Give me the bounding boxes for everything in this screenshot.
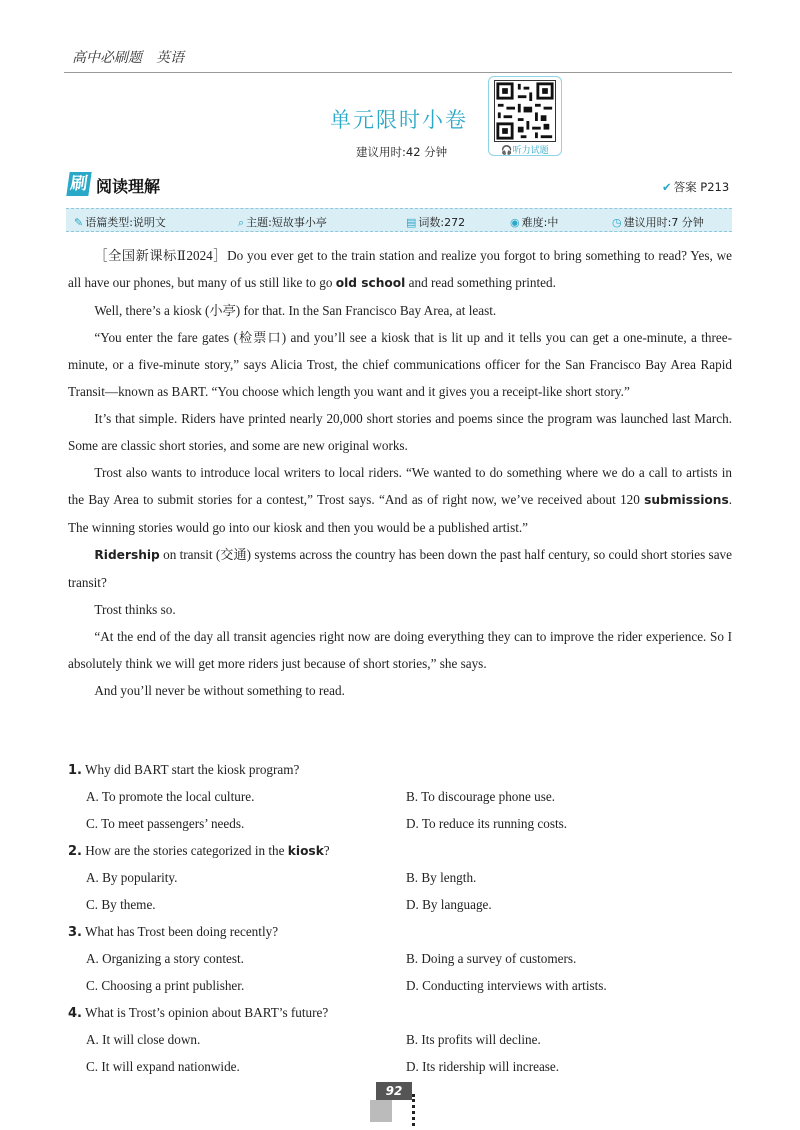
answer-reference: ✔ 答案 P213 [662, 180, 730, 194]
option-b[interactable]: B. Its profits will decline. [406, 1032, 541, 1047]
passage-paragraph-4: It’s that simple. Riders have printed nearly 20,000 short stories and poems since the program was launched last March. Some are classic short stories, and some are new original works. [68, 411, 732, 453]
clock-icon: ◷ [612, 216, 622, 229]
bold-phrase-old-school: old school [335, 276, 406, 290]
passage-paragraph-8: “At the end of the day all transit agencies right now are doing everything they can to improve the rider experience. So I absolutely think we will get more riders just because of short stories,” she says. [68, 629, 732, 671]
header-divider [64, 72, 732, 73]
option-a[interactable]: A. By popularity. [86, 870, 178, 885]
info-genre: ✎ 语篇类型:说明文 [74, 216, 166, 229]
page-number: 92 [376, 1082, 412, 1100]
qr-caption: 🎧听力试题 [501, 146, 549, 156]
info-bar [66, 208, 732, 232]
info-time: ◷ 建议用时:7 分钟 [612, 216, 704, 229]
question-list [68, 756, 732, 1080]
passage-paragraph-3: “You enter the fare gates (检票口) and you’ll see a kiosk that is lit up and it tells you can get a one-minute, a three-minute, or a five-minute story,” says Alicia Trost, the chief communications officer for the San Francisco Bay Area Rapid Transit—known as BART. “You choose which length you want and it gives you a receipt-like short story.” [68, 330, 732, 399]
section-mark: 刷 [66, 172, 91, 196]
option-d[interactable]: D. By language. [406, 897, 492, 912]
option-b[interactable]: B. By length. [406, 870, 477, 885]
headphone-icon: 🎧 [501, 146, 513, 156]
question-stem: 1. Why did BART start the kiosk program? [68, 762, 300, 778]
question-stem: 2. How are the stories categorized in the kiosk? [68, 843, 330, 859]
option-c[interactable]: C. It will expand nationwide. [86, 1059, 240, 1074]
option-d[interactable]: D. To reduce its running costs. [406, 816, 568, 831]
reading-passage [68, 242, 732, 704]
passage-paragraph-1: ［全国新课标Ⅱ2024］Do you ever get to the train station and realize you forgot to bring something to read? Yes, we all have our phones, but many of us still like to go old school and read something printed. [68, 248, 732, 290]
info-difficulty: ◉ 难度:中 [510, 216, 559, 229]
section-title: 阅读理解 [96, 177, 161, 196]
genre-icon: ✎ [74, 216, 84, 229]
page-number-shade [370, 1100, 392, 1122]
option-d[interactable]: D. Its ridership will increase. [406, 1059, 560, 1074]
passage-paragraph-6: Ridership on transit (交通) systems across the country has been down the past half century, so could short stories save transit? [68, 547, 732, 590]
passage-paragraph-5: Trost also wants to introduce local writers to local riders. “We wanted to do something where we do a call to artists in the Bay Area to submit stories for a contest,” Trost says. “And as of right now, we’ve received about 120 submissions. The winning stories would go into our kiosk and then you would be a published artist.” [68, 465, 732, 535]
info-theme: ⌕ 主题:短故事小亭 [238, 216, 327, 229]
book-header-label: 高中必刷题 英语 [72, 50, 184, 66]
word-count-icon: ▤ [406, 216, 417, 229]
unit-title: 单元限时小卷 [330, 108, 468, 132]
option-a[interactable]: A. Organizing a story contest. [86, 951, 244, 966]
option-d[interactable]: D. Conducting interviews with artists. [406, 978, 607, 993]
question-1 [68, 756, 732, 837]
question-2 [68, 837, 732, 918]
option-b[interactable]: B. Doing a survey of customers. [406, 951, 577, 966]
question-3 [68, 918, 732, 999]
page-dots [412, 1094, 415, 1126]
option-c[interactable]: C. Choosing a print publisher. [86, 978, 245, 993]
option-a[interactable]: A. To promote the local culture. [86, 789, 255, 804]
bold-word-submissions: submissions [644, 493, 729, 507]
passage-paragraph-7: Trost thinks so. [94, 602, 176, 617]
question-stem: 4. What is Trost’s opinion about BART’s future? [68, 1005, 329, 1021]
question-stem: 3. What has Trost been doing recently? [68, 924, 279, 940]
difficulty-icon: ◉ [510, 216, 520, 229]
option-c[interactable]: C. To meet passengers’ needs. [86, 816, 245, 831]
option-b[interactable]: B. To discourage phone use. [406, 789, 555, 804]
option-a[interactable]: A. It will close down. [86, 1032, 201, 1047]
passage-paragraph-2: Well, there’s a kiosk (小亭) for that. In the San Francisco Bay Area, at least. [94, 303, 497, 318]
passage-paragraph-9: And you’ll never be without something to read. [94, 683, 345, 698]
info-word-count: ▤ 词数:272 [406, 216, 466, 229]
bold-word-ridership: Ridership [94, 548, 160, 562]
question-4 [68, 999, 732, 1080]
search-icon: ⌕ [238, 216, 245, 229]
qr-code-icon[interactable] [494, 80, 556, 142]
option-c[interactable]: C. By theme. [86, 897, 156, 912]
suggested-time: 建议用时:42 分钟 [356, 145, 448, 159]
check-icon: ✔ [662, 180, 672, 194]
